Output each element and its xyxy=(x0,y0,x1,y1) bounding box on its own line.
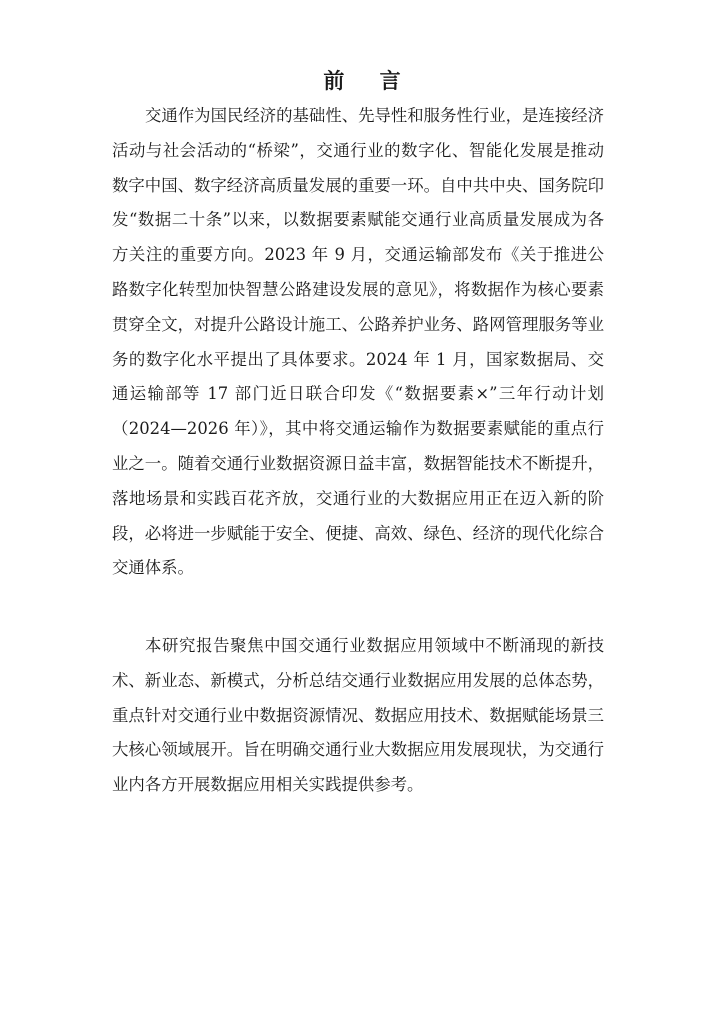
page-title: 前 言 xyxy=(323,69,415,93)
preface-paragraph-1: 交通作为国民经济的基础性、先导性和服务性行业，是连接经济活动与社会活动的“桥梁”，交通行业的数字化、智能化发展是推动数字中国、数字经济高质量发展的重要一环。自中共中央、国务院印发“数据二十条”以来，以数据要素赋能交通行业高质量发展成为各方关注的重要方向。2023 年 9 月，交通运输部发布《关于推进公路数字化转型加快智慧公路建设发展的意见》，将数据作为核心要素贯穿全文，对提升公路设计施工、公路养护业务、路网管理服务等业务的数字化水平提出了具体要求。2024 年 1 月，国家数据局、交通运输部等 17 部门近日联合印发《“数据要素×”三年行动计划（2024—2026 年）》，其中将交通运输作为数据要素赋能的重点行业之一。随着交通行业数据资源日益丰富，数据智能技术不断提升，落地场景和实践百花齐放，交通行业的大数据应用正在迈入新的阶段，必将进一步赋能于安全、便捷、高效、绿色、经济的现代化综合交通体系。 xyxy=(112,106,604,578)
preface-paragraph-2: 本研究报告聚焦中国交通行业数据应用领域中不断涌现的新技术、新业态、新模式，分析总结交通行业数据应用发展的总体态势，重点针对交通行业中数据资源情况、数据应用技术、数据赋能场景三大核心领域展开。旨在明确交通行业大数据应用发展现状，为交通行业内各方开展数据应用相关实践提供参考。 xyxy=(112,636,604,795)
